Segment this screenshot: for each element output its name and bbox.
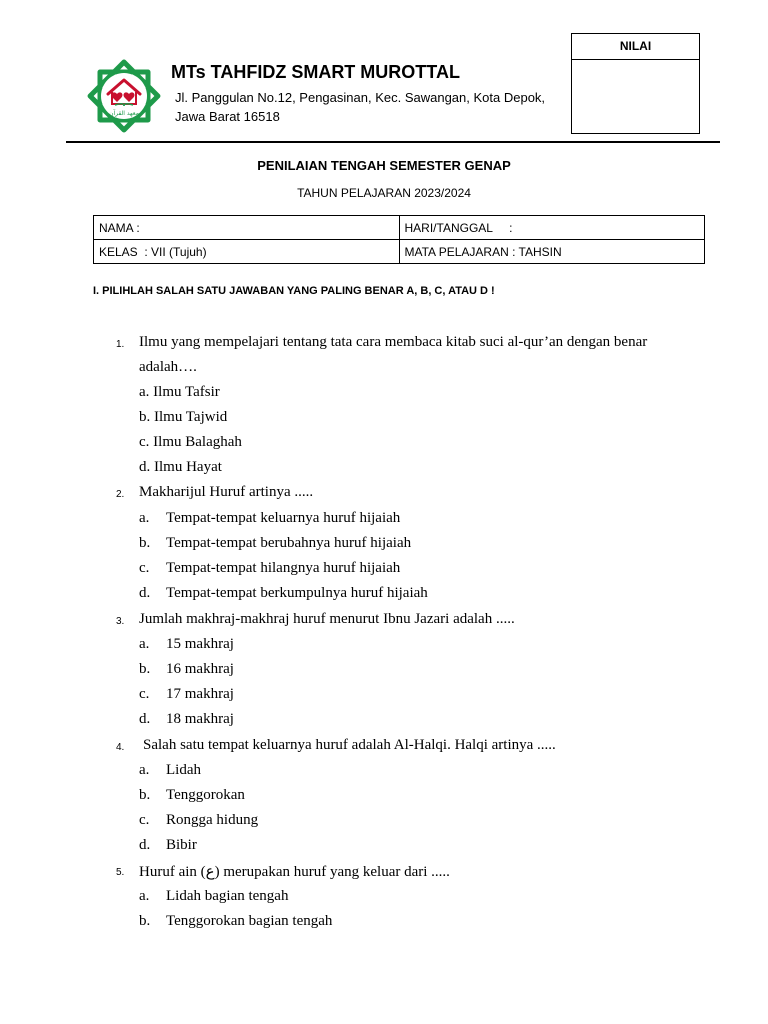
answer-option[interactable]: d. Ilmu Hayat — [139, 459, 222, 475]
option-letter: d. — [139, 585, 151, 601]
question-text: Jumlah makhraj-makhraj huruf menurut Ibnu Jazari adalah ..... — [139, 611, 515, 627]
option-letter: c. — [139, 686, 150, 702]
school-address — [175, 88, 555, 126]
question-number: 5. — [116, 867, 125, 878]
answer-option[interactable]: 17 makhraj — [166, 686, 234, 702]
answer-option[interactable]: Tenggorokan — [166, 787, 245, 803]
question-text-continued: adalah…. — [139, 359, 197, 375]
answer-option[interactable]: Tenggorokan bagian tengah — [166, 913, 333, 929]
answer-option[interactable]: 15 makhraj — [166, 636, 234, 652]
answer-option[interactable]: a. Ilmu Tafsir — [139, 384, 220, 400]
question-text: Salah satu tempat keluarnya huruf adalah Al-Halqi. Halqi artinya ..... — [143, 737, 556, 753]
academic-year: TAHUN PELAJARAN 2023/2024 — [297, 186, 471, 200]
option-letter: b. — [139, 787, 151, 803]
question-text: Huruf ain (ع) merupakan huruf yang keluar dari ..... — [139, 864, 450, 880]
date-field[interactable]: HARI/TANGGAL : — [399, 216, 705, 240]
student-info-table — [93, 215, 705, 264]
answer-option[interactable]: Lidah bagian tengah — [166, 888, 289, 904]
option-letter: a. — [139, 762, 150, 778]
option-letter: a. — [139, 636, 150, 652]
answer-option[interactable]: Rongga hidung — [166, 812, 259, 828]
option-letter: a. — [139, 888, 150, 904]
question-number: 3. — [116, 616, 125, 627]
address-line-2: Jawa Barat 16518 — [175, 109, 280, 124]
question-text: Makharijul Huruf artinya ..... — [139, 484, 314, 500]
option-letter: b. — [139, 913, 151, 929]
option-letter: d. — [139, 837, 151, 853]
answer-option[interactable]: Tempat-tempat berkumpulnya huruf hijaiah — [166, 585, 428, 601]
option-letter: d. — [139, 711, 151, 727]
info-row — [94, 240, 705, 264]
answer-option[interactable]: 16 makhraj — [166, 661, 234, 677]
option-letter: c. — [139, 812, 150, 828]
logo-lettering: معهد القرآن — [109, 110, 139, 117]
answer-option[interactable]: Tempat-tempat keluarnya huruf hijaiah — [166, 510, 401, 526]
question-number: 1. — [116, 339, 125, 350]
header-divider — [66, 141, 720, 143]
question-number: 4. — [116, 742, 125, 753]
answer-option[interactable]: Bibir — [166, 837, 197, 853]
subject-field: MATA PELAJARAN : TAHSIN — [399, 240, 705, 264]
answer-option[interactable]: c. Ilmu Balaghah — [139, 434, 242, 450]
school-logo — [86, 58, 162, 134]
option-letter: c. — [139, 560, 150, 576]
question-text: Ilmu yang mempelajari tentang tata cara membaca kitab suci al-qur’an dengan benar — [139, 334, 648, 350]
address-line-1: Jl. Panggulan No.12, Pengasinan, Kec. Sawangan, Kota Depok, — [175, 90, 546, 105]
score-box — [571, 33, 700, 134]
section-instruction: I. PILIHLAH SALAH SATU JAWABAN YANG PALING BENAR A, B, C, ATAU D ! — [93, 285, 495, 297]
school-name: MTs TAHFIDZ SMART MUROTTAL — [171, 62, 460, 82]
option-letter: b. — [139, 535, 151, 551]
exam-title: PENILAIAN TENGAH SEMESTER GENAP — [257, 158, 511, 173]
answer-option[interactable]: 18 makhraj — [166, 711, 234, 727]
question-number: 2. — [116, 489, 125, 500]
option-letter: a. — [139, 510, 150, 526]
score-box-label: NILAI — [572, 34, 699, 60]
info-row — [94, 216, 705, 240]
answer-option[interactable]: Tempat-tempat berubahnya huruf hijaiah — [166, 535, 412, 551]
class-field: KELAS : VII (Tujuh) — [94, 240, 400, 264]
answer-option[interactable]: Lidah — [166, 762, 201, 778]
option-letter: b. — [139, 661, 151, 677]
answer-option[interactable]: b. Ilmu Tajwid — [139, 409, 228, 425]
name-field[interactable]: NAMA : — [94, 216, 400, 240]
answer-option[interactable]: Tempat-tempat hilangnya huruf hijaiah — [166, 560, 401, 576]
